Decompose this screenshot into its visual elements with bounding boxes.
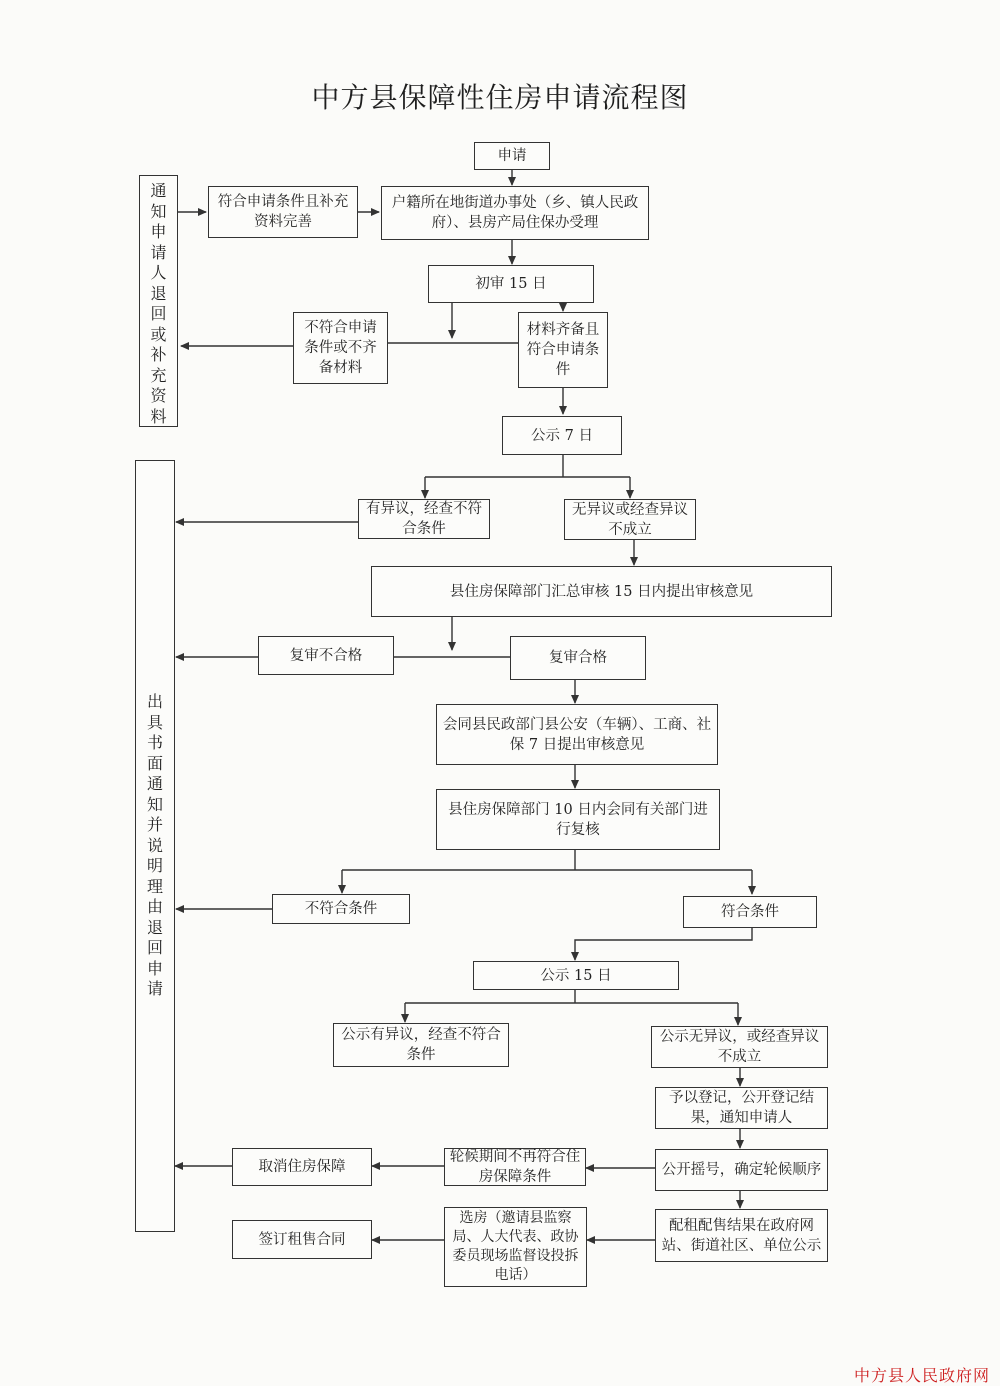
step-allocation-publish: 配租配售结果在政府网站、街道社区、单位公示 [655, 1209, 828, 1262]
step-pub-no-objection: 公示无异议，或经查异议不成立 [651, 1026, 828, 1068]
step-publicity-7: 公示 7 日 [502, 416, 622, 455]
watermark-text: 中方县人民政府网 [853, 1366, 990, 1385]
step-not-meet: 不符合条件 [272, 894, 410, 924]
step-lottery: 公开摇号，确定轮候顺序 [655, 1149, 828, 1191]
step-not-qualified-incomplete: 不符合申请条件或不齐备材料 [293, 312, 388, 384]
step-department-recheck: 县住房保障部门 10 日内会同有关部门进行复核 [436, 789, 720, 850]
step-waiting-disqualified: 轮候期间不再符合住房保障条件 [444, 1148, 586, 1186]
step-summary-review: 县住房保障部门汇总审核 15 日内提出审核意见 [371, 566, 832, 617]
sidebar-notify-return [139, 175, 178, 427]
step-initial-review: 初审 15 日 [428, 265, 594, 303]
page-title: 中方县保障性住房申请流程图 [311, 81, 689, 114]
sidebar-written-notice-text: 出具书面通知并说明理由退回申请 [147, 692, 164, 999]
step-recheck-fail: 复审不合格 [258, 636, 394, 675]
step-objection-failed: 有异议，经查不符合条件 [358, 499, 490, 539]
step-accept: 户籍所在地街道办事处（乡、镇人民政府）、县房产局住保办受理 [381, 186, 649, 240]
step-joint-review: 会同县民政部门县公安（车辆）、工商、社保 7 日提出审核意见 [436, 704, 718, 765]
step-cancel: 取消住房保障 [232, 1148, 372, 1186]
step-register: 予以登记，公开登记结果，通知申请人 [655, 1087, 828, 1129]
step-select-house: 选房（邀请县监察局、人大代表、政协委员现场监督设投拆电话） [444, 1207, 587, 1287]
step-supplement: 符合申请条件且补充资料完善 [208, 186, 358, 238]
step-no-objection: 无异议或经查异议不成立 [564, 499, 696, 540]
step-meet: 符合条件 [683, 896, 817, 928]
sidebar-written-notice [135, 460, 175, 1232]
sidebar-notify-return-text: 通知申请人退回或补充资料 [150, 181, 167, 426]
step-complete-qualified: 材料齐备且符合申请条件 [518, 312, 608, 388]
step-sign-contract: 签订租售合同 [232, 1220, 372, 1259]
step-recheck-pass: 复审合格 [510, 636, 646, 680]
step-publicity-15: 公示 15 日 [473, 961, 679, 990]
step-pub-objection-failed: 公示有异议，经查不符合条件 [333, 1023, 509, 1067]
step-apply: 申请 [474, 142, 550, 170]
arrow-meet-publicity15 [575, 928, 752, 960]
